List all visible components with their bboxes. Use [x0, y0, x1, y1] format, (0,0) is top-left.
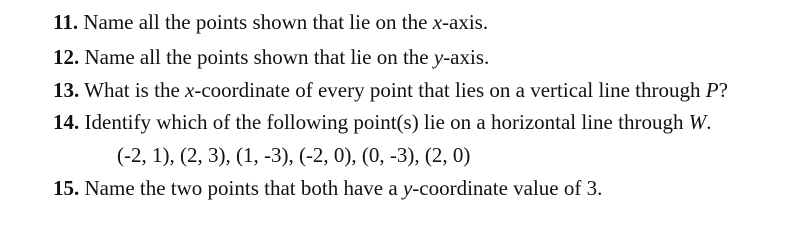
question-15: [53, 175, 602, 201]
question-text: .: [706, 110, 712, 134]
variable-y: y: [433, 45, 444, 69]
question-11: [53, 9, 488, 35]
variable-x: x: [185, 78, 195, 102]
question-14-choices: (-2, 1), (2, 3), (1, -3), (-2, 0), (0, -3), (2, 0): [117, 143, 471, 167]
question-text: -coordinate value of 3.: [412, 176, 603, 200]
question-12: [53, 44, 489, 70]
variable-p: P: [705, 78, 719, 102]
question-text: -coordinate of every point that lies on a vertical line through: [194, 78, 706, 102]
question-number: 15.: [53, 176, 80, 200]
question-text: Name the two points that both have a: [79, 176, 403, 200]
variable-w: W: [688, 110, 707, 134]
variable-y: y: [402, 176, 413, 200]
question-14: [53, 109, 711, 135]
question-text: -axis.: [442, 10, 489, 34]
question-text: Name all the points shown that lie on the: [79, 45, 434, 69]
question-number: 12.: [53, 45, 80, 69]
question-13: [53, 77, 728, 103]
variable-x: x: [432, 10, 443, 34]
question-text: What is the: [79, 78, 186, 102]
question-number: 14.: [53, 110, 80, 134]
question-text: Name all the points shown that lie on the: [78, 10, 433, 34]
question-number: 13.: [53, 78, 80, 102]
question-text: ?: [718, 78, 728, 102]
question-text: -axis.: [443, 45, 490, 69]
question-number: 11.: [53, 10, 79, 34]
question-text: Identify which of the following point(s) lie on a horizontal line through: [79, 110, 689, 134]
